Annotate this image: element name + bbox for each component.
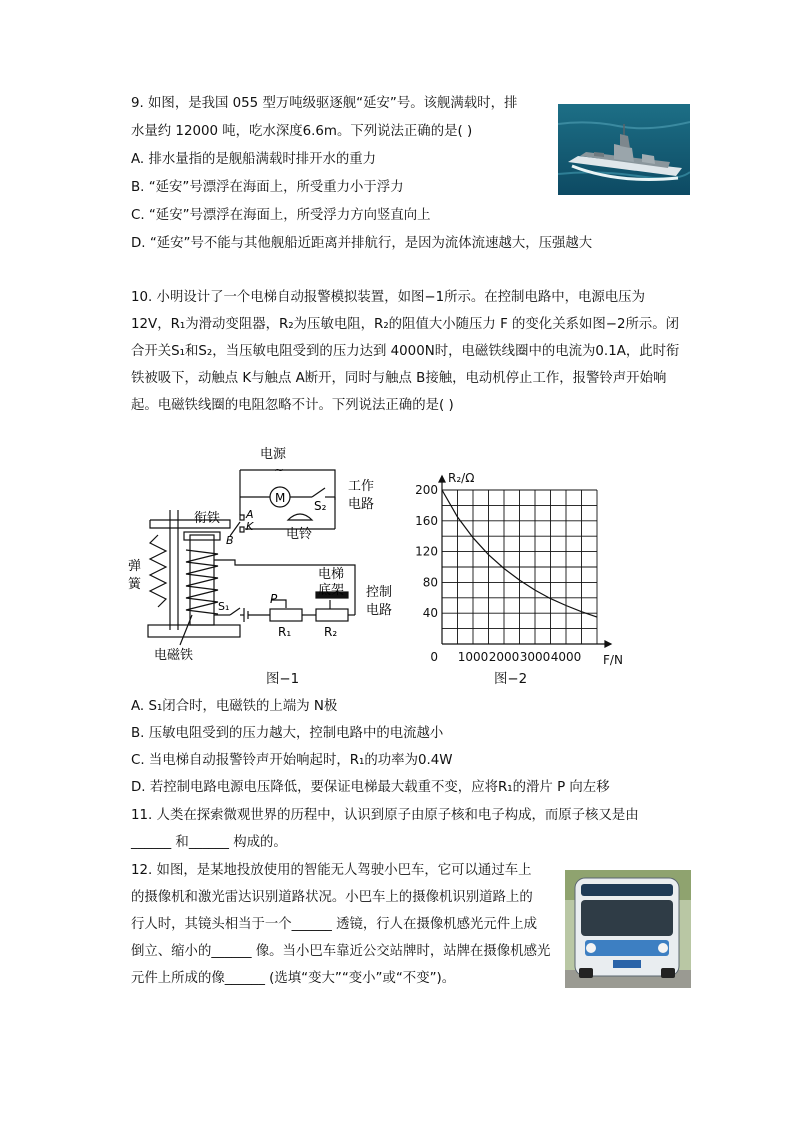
y-tick-label: 160	[415, 513, 438, 528]
fig1-caption: 图−1	[266, 672, 300, 687]
q11-line-1: 11. 人类在探索微观世界的历程中，认识到原子由原子核和电子构成，而原子核又是由	[131, 808, 639, 823]
q9-option-c: C. “延安”号漂浮在海面上，所受浮力方向竖直向上	[131, 208, 431, 223]
contact-k-label: K	[246, 520, 254, 533]
q12-line-1: 12. 如图，是某地投放使用的智能无人驾驶小巴车，它可以通过车上	[131, 863, 532, 878]
r1-label: R₁	[278, 625, 292, 639]
r2-force-chart	[410, 460, 640, 670]
destroyer-photo	[558, 104, 690, 195]
q12-line-3: 行人时，其镜头相当于一个______ 透镜，行人在摄像机感光元件上成	[131, 917, 537, 932]
armature-label: 衔铁	[194, 511, 221, 526]
bell-label: 电铃	[286, 527, 313, 542]
x-tick-label: 3000	[519, 650, 551, 664]
y-axis-arrow	[439, 476, 445, 482]
power-label: 电源	[260, 447, 287, 462]
q9-option-a: A. 排水量指的是舰船满载时排开水的重力	[131, 152, 377, 167]
control-circuit-label-2: 电路	[366, 603, 393, 618]
y-axis-label: R₂/Ω	[448, 471, 475, 485]
spring-label-1: 弹	[128, 559, 142, 574]
x-tick-label: 2000	[488, 650, 520, 664]
q10-option-a: A. S₁闭合时，电磁铁的上端为 N极	[131, 699, 338, 714]
q10-line-2: 12V，R₁为滑动变阻器，R₂为压敏电阻，R₂的阻值大小随压力 F 的变化关系如图−2所示。闭	[131, 317, 680, 332]
q12-line-5: 元件上所成的像______ (选填“变大”“变小”或“不变”)。	[131, 971, 456, 986]
motor-label: M	[275, 491, 286, 505]
q10-line-5: 起。电磁铁线圈的电阻忽略不计。下列说法正确的是( )	[131, 398, 454, 413]
q9-option-d: D. “延安”号不能与其他舰船近距离并排航行，是因为流体流速越大，压强越大	[131, 236, 593, 251]
electromagnet-label: 电磁铁	[154, 648, 194, 663]
elevator-label-2: 底架	[318, 583, 345, 598]
origin-label: 0	[430, 650, 438, 664]
q10-line-4: 铁被吸下，动触点 K与触点 A断开，同时与触点 B接触，电动机停止工作，报警铃声开始响	[131, 371, 667, 386]
ac-symbol: ~	[274, 463, 285, 477]
work-circuit-label-1: 工作	[348, 479, 375, 494]
slider-label: P	[270, 592, 278, 606]
x-tick-label: 4000	[550, 650, 582, 664]
contact-a-label: A	[246, 508, 254, 521]
spring-label-2: 簧	[128, 577, 142, 592]
r2-label: R₂	[324, 625, 338, 639]
q10-line-3: 合开关S₁和S₂，当压敏电阻受到的压力达到 4000N时，电磁铁线圈中的电流为0.1A，此时衔	[131, 344, 680, 359]
elevator-label-1: 电梯	[318, 567, 345, 582]
y-tick-label: 80	[422, 575, 438, 590]
q9-line-1: 9. 如图，是我国 055 型万吨级驱逐舰“延安”号。该舰满载时，排	[131, 96, 518, 111]
q10-line-1: 10. 小明设计了一个电梯自动报警模拟装置，如图−1所示。在控制电路中，电源电压为	[131, 290, 645, 305]
q12-line-4: 倒立、缩小的______ 像。当小巴车靠近公交站牌时，站牌在摄像机感光	[131, 944, 551, 959]
y-tick-label: 200	[415, 483, 438, 497]
switch2-label: S₂	[314, 499, 327, 513]
control-circuit-label-1: 控制	[366, 585, 393, 600]
q9-option-b: B. “延安”号漂浮在海面上，所受重力小于浮力	[131, 180, 404, 195]
contact-b-label: B	[226, 534, 234, 547]
q11-line-2: ______ 和______ 构成的。	[131, 835, 287, 850]
x-axis-label: F/N	[603, 653, 623, 667]
q10-option-d: D. 若控制电路电源电压降低，要保证电梯最大载重不变，应将R₁的滑片 P 向左移	[131, 780, 610, 795]
circuit-diagram	[120, 440, 410, 670]
x-tick-label: 1000	[457, 650, 489, 664]
switch1-label: S₁	[218, 600, 230, 613]
minibus-photo	[565, 870, 691, 988]
y-tick-label: 40	[422, 606, 438, 621]
fig2-caption: 图−2	[494, 672, 528, 687]
q9-line-2: 水量约 12000 吨，吃水深度6.6m。下列说法正确的是( )	[131, 124, 473, 139]
q10-option-c: C. 当电梯自动报警铃声开始响起时，R₁的功率为0.4W	[131, 753, 453, 768]
work-circuit-label-2: 电路	[348, 497, 375, 512]
q12-line-2: 的摄像机和激光雷达识别道路状况。小巴车上的摄像机识别道路上的	[131, 890, 533, 905]
y-tick-label: 120	[415, 544, 438, 559]
x-axis-arrow	[605, 641, 611, 647]
q10-option-b: B. 压敏电阻受到的压力越大，控制电路中的电流越小	[131, 726, 444, 741]
